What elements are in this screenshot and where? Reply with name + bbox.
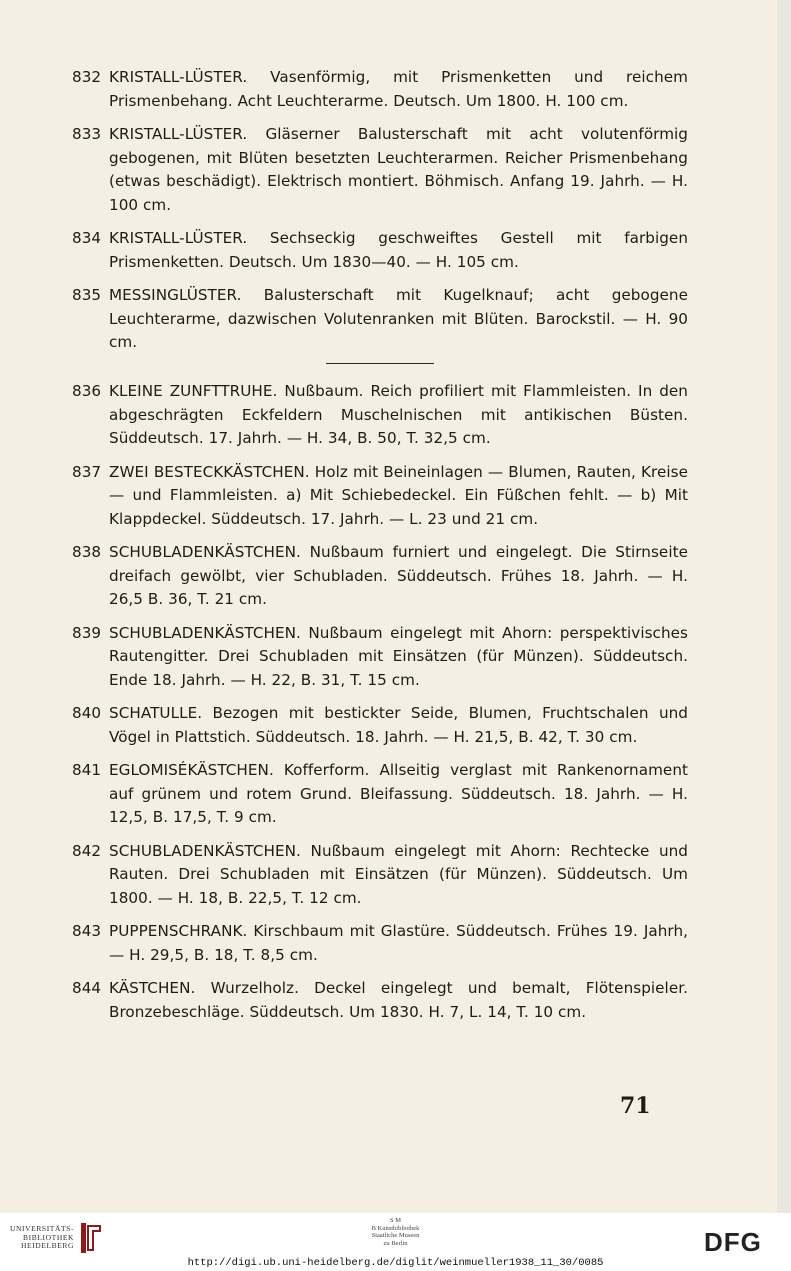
entry-number: 842 <box>72 841 102 860</box>
museum-stamp: S M B Kunstbibliothek Staatliche Museen zu Berlin <box>371 1217 420 1247</box>
entry-text: KRISTALL-LÜSTER. Gläserner Balusterschaft mit acht volutenförmig gebogenen, mit Blüten besetzten Leuchterarmen. Reicher Prismenbehang (etwas beschädigt). Elektrisch montiert. Böhmisch. Anfang 19. Jahrh. — H. 100 cm. <box>109 125 688 214</box>
catalog-entry <box>72 284 688 355</box>
catalog-entry <box>72 977 688 1024</box>
entry-number: 844 <box>72 979 102 997</box>
viewer-footer <box>0 1213 791 1271</box>
entry-text: SCHUBLADENKÄSTCHEN. Nußbaum eingelegt mit Ahorn: perspektivisches Rautengitter. Drei Schubladen mit Einsätzen (für Münzen). Süddeutsch. Ende 18. Jahrh. — H. 22, B. 31, T. 15 cm. <box>109 623 688 689</box>
entry-number: 839 <box>72 623 102 642</box>
entry-text: EGLOMISÉKÄSTCHEN. Kofferform. Allseitig verglast mit Rankenornament auf grünem und rotem Grund. Bleifassung. Süddeutsch. 18. Jahrh. — H. 12,5, B. 17,5, T. 9 cm. <box>109 761 688 826</box>
page-number: 71 <box>620 1093 651 1119</box>
catalog-entry <box>72 920 688 967</box>
dfg-logo[interactable]: DFG <box>704 1227 762 1257</box>
catalog-entry <box>72 380 688 451</box>
entry-text: KRISTALL-LÜSTER. Sechseckig geschweiftes Gestell mit farbigen Prismenketten. Deutsch. Um 1830—40. — H. 105 cm. <box>109 229 688 271</box>
entry-number: 833 <box>72 125 102 143</box>
catalog-entry <box>72 622 688 693</box>
catalog-entry <box>72 461 688 532</box>
catalog-entry <box>72 123 688 217</box>
entry-text: ZWEI BESTECKKÄSTCHEN. Holz mit Beineinlagen — Blumen, Rauten, Kreise — und Flammleisten. a) Mit Schiebedeckel. Ein Füßchen fehlt. — b) Mit Klappdeckel. Süddeutsch. 17. Jahrh. — L. 23 und 21 cm. <box>109 462 688 528</box>
entry-number: 841 <box>72 761 102 779</box>
entry-text: KRISTALL-LÜSTER. Vasenförmig, mit Prismenketten und reichem Prismenbehang. Acht Leuchterarme. Deutsch. Um 1800. H. 100 cm. <box>109 68 688 110</box>
entry-text: KÄSTCHEN. Wurzelholz. Deckel eingelegt und bemalt, Flötenspieler. Bronzebeschläge. Süddeutsch. Um 1830. H. 7, L. 14, T. 10 cm. <box>109 979 688 1021</box>
university-name: UNIVERSITÄTS- BIBLIOTHEK HEIDELBERG <box>10 1224 75 1251</box>
catalog-entry <box>72 66 688 113</box>
entry-number: 843 <box>72 922 102 940</box>
entry-number: 837 <box>72 462 102 481</box>
entry-number: 838 <box>72 543 102 561</box>
page-edge-shadow <box>777 0 791 1213</box>
entry-text: MESSINGLÜSTER. Balusterschaft mit Kugelknauf; acht gebogene Leuchterarme, dazwischen Volutenranken mit Blüten. Barockstil. — H. 90 cm. <box>109 286 688 351</box>
catalog-entry <box>72 702 688 749</box>
entry-number: 836 <box>72 382 102 400</box>
entry-number: 834 <box>72 229 102 247</box>
entry-text: PUPPENSCHRANK. Kirschbaum mit Glastüre. Süddeutsch. Frühes 19. Jahrh, — H. 29,5, B. 18, T. 8,5 cm. <box>109 922 688 964</box>
source-url[interactable]: http://digi.ub.uni-heidelberg.de/diglit/weinmueller1938_11_30/0085 <box>187 1257 604 1269</box>
entry-text: SCHUBLADENKÄSTCHEN. Nußbaum eingelegt mit Ahorn: Rechtecke und Rauten. Drei Schubladen mit Einsätzen (für Münzen). Süddeutsch. Um 1800. — H. 18, B. 22,5, T. 12 cm. <box>109 841 688 907</box>
section-divider <box>326 363 434 365</box>
entry-number: 832 <box>72 68 102 86</box>
entry-number: 840 <box>72 704 102 722</box>
entry-text: SCHUBLADENKÄSTCHEN. Nußbaum furniert und eingelegt. Die Stirnseite dreifach gewölbt, vier Schubladen. Süddeutsch. Frühes 18. Jahrh. — H. 26,5 B. 36, T. 21 cm. <box>109 543 688 608</box>
entry-number: 835 <box>72 286 102 304</box>
catalog-entry <box>72 227 688 274</box>
catalog-entry <box>72 541 688 612</box>
entry-text: KLEINE ZUNFTTRUHE. Nußbaum. Reich profiliert mit Flammleisten. In den abgeschrägten Eckfeldern Muschelnischen mit antikischen Büsten. Süddeutsch. 17. Jahrh. — H. 34, B. 50, T. 32,5 cm. <box>109 382 688 447</box>
entry-text: SCHATULLE. Bezogen mit bestickter Seide, Blumen, Fruchtschalen und Vögel in Plattstich. Süddeutsch. 18. Jahrh. — H. 21,5, B. 42, T. 30 cm. <box>109 704 688 746</box>
catalog-entries <box>72 66 688 1034</box>
catalog-entry <box>72 759 688 830</box>
catalog-entry <box>72 840 688 911</box>
